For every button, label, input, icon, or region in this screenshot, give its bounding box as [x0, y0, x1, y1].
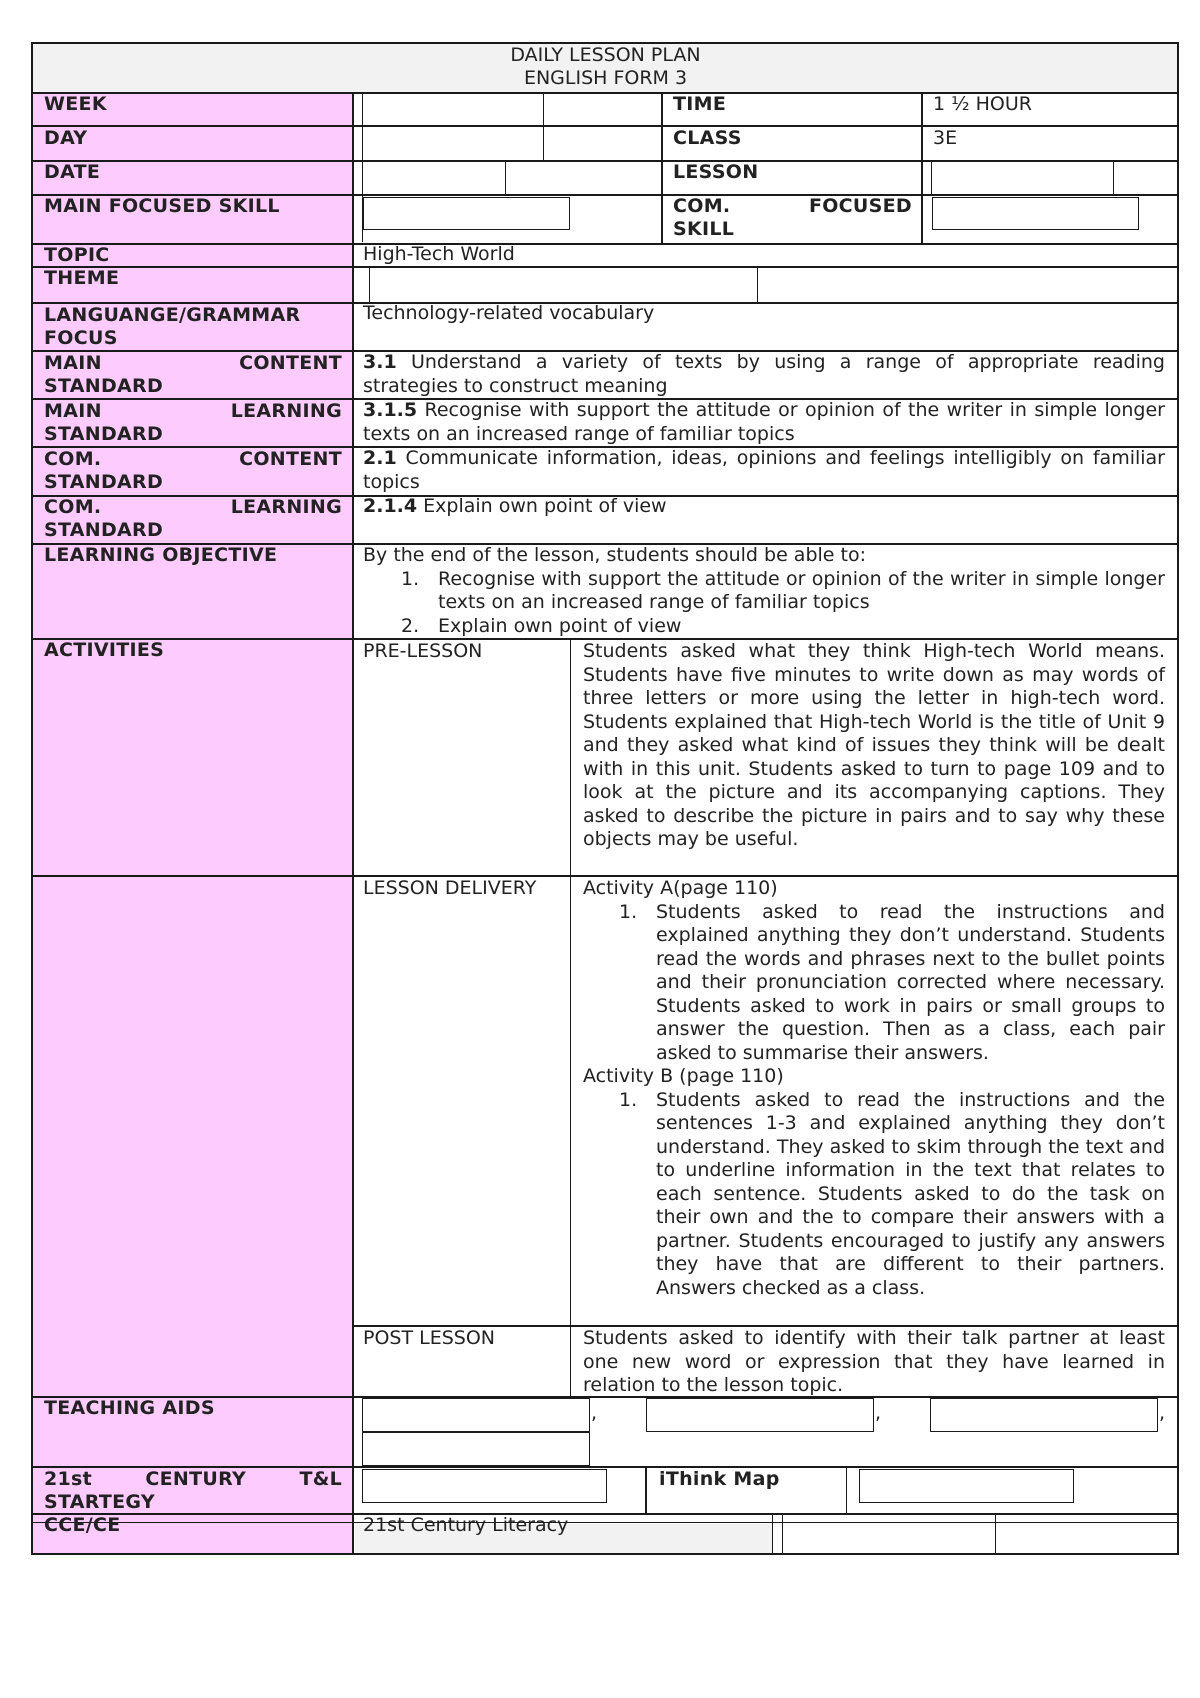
label-language-line-2: FOCUS	[44, 327, 118, 349]
mls-code: 3.1.5	[363, 399, 418, 421]
objective-item-2	[363, 615, 1165, 639]
label-teaching-aids: TEACHING AIDS	[44, 1397, 215, 1419]
label-main-learning-standard	[44, 400, 342, 446]
com-content-standard-value	[363, 447, 1165, 494]
ccs-word-2: CONTENT	[239, 448, 342, 470]
activity-a-num: 1.	[619, 900, 638, 923]
activity-b-item	[583, 1089, 1165, 1301]
lesson-delivery-content	[583, 877, 1165, 1300]
strategy-box[interactable]	[362, 1469, 607, 1503]
cls-word-1: COM.	[44, 496, 102, 518]
cls-text: Explain own point of view	[417, 495, 667, 517]
com-skill-word-2: FOCUSED	[808, 195, 912, 217]
pre-lesson-text: Students asked what they think High-tech World means. Students have five minutes to write down as may words of three letters or more using the letter in high-tech word. Students explained that High-tech World is the title of Unit 9 and they asked what kind of issues they think will be dealt with in this unit. Students asked to turn to page 109 and to look at the picture and its accompanying captions. They asked to describe the picture in pairs and to say why these objects may be useful.	[583, 640, 1165, 850]
label-cce: CCE/CE	[44, 1514, 121, 1536]
post-lesson-text: Students asked to identify with their talk partner at least one new word or expression that they have learned in relation to the lesson topic.	[583, 1327, 1165, 1396]
mls-text: Recognise with support the attitude or opinion of the writer in simple longer texts on an increased range of familiar topics	[363, 399, 1165, 445]
topic-value: High-Tech World	[363, 243, 515, 265]
language-focus-value: Technology-related vocabulary	[363, 302, 655, 324]
main-skill-box[interactable]	[363, 197, 570, 230]
com-skill-box[interactable]	[932, 197, 1139, 230]
activity-a-text: Students asked to read the instructions and explained anything they don’t understand. Students read the words and phrases next to the bullet points and their pronunciation corrected where necessary. Students asked to work in pairs or small groups to answer the question. Then as a class, each pair asked to summarise their answers.	[656, 900, 1165, 1064]
century-word-3: T&L	[299, 1468, 342, 1490]
century-word-4: STARTEGY	[44, 1491, 155, 1513]
main-learning-standard-value	[363, 399, 1165, 446]
time-value: 1 ½ HOUR	[933, 93, 1032, 115]
class-value: 3E	[933, 127, 958, 149]
label-lesson: LESSON	[673, 161, 759, 183]
com-learning-standard-value	[363, 495, 1165, 519]
activity-a-item	[583, 901, 1165, 1066]
learning-objective-value	[363, 544, 1165, 638]
ccs-text: Communicate information, ideas, opinions and feelings intelligibly on familiar topics	[363, 447, 1165, 493]
objective-num-1: 1.	[401, 567, 420, 590]
mcs-code: 3.1	[363, 351, 397, 373]
mcs-word-3: STANDARD	[44, 375, 164, 397]
teaching-aid-box-1[interactable]	[362, 1398, 590, 1432]
aid-comma-3: ,	[1159, 1402, 1166, 1424]
lesson-delivery-label: LESSON DELIVERY	[363, 877, 537, 899]
teaching-aid-box-4[interactable]	[362, 1432, 590, 1466]
mcs-word-2: CONTENT	[239, 352, 342, 374]
objective-intro: By the end of the lesson, students should be able to:	[363, 544, 866, 566]
label-class: CLASS	[673, 127, 742, 149]
teaching-aid-box-3[interactable]	[930, 1398, 1158, 1432]
aid-comma-1: ,	[591, 1402, 598, 1424]
ccs-word-1: COM.	[44, 448, 102, 470]
activity-a-title: Activity A(page 110)	[583, 877, 778, 899]
label-com-learning-standard	[44, 496, 342, 542]
activity-b-text: Students asked to read the instructions and the sentences 1-3 and explained anything they don’t understand. They asked to skim through the text and to underline information in the text that relates to each sentence. Students asked to do the task on their own and the to compare their answers with a partner. Students encouraged to justify any answers they have that are different to their partners. Answers checked as a class.	[656, 1088, 1165, 1299]
century-word-2: CENTURY	[145, 1468, 247, 1490]
label-com-content-standard	[44, 448, 342, 494]
activity-b-num: 1.	[619, 1088, 638, 1111]
objective-text-2: Explain own point of view	[438, 614, 682, 637]
label-week: WEEK	[44, 93, 107, 115]
century-word-1: 21st	[44, 1468, 93, 1490]
label-topic: TOPIC	[44, 244, 110, 266]
cls-word-3: STANDARD	[44, 519, 164, 541]
label-21st-century	[44, 1468, 342, 1514]
title-line-1: DAILY LESSON PLAN	[510, 44, 701, 66]
cce-value: 21st Century Literacy	[363, 1514, 569, 1536]
ccs-word-3: STANDARD	[44, 471, 164, 493]
objective-item-1	[363, 568, 1165, 615]
pre-lesson-label: PRE-LESSON	[363, 640, 483, 662]
mls-word-3: STANDARD	[44, 423, 164, 445]
label-theme: THEME	[44, 267, 120, 289]
ccs-code: 2.1	[363, 447, 397, 469]
label-main-content-standard	[44, 352, 342, 398]
objective-num-2: 2.	[401, 614, 420, 637]
label-learning-objective: LEARNING OBJECTIVE	[44, 544, 278, 566]
ithink-map-box[interactable]	[859, 1469, 1074, 1503]
com-skill-word-1: COM.	[673, 195, 731, 217]
activity-b-title: Activity B (page 110)	[583, 1065, 784, 1087]
label-time: TIME	[673, 93, 727, 115]
label-language-line-1: LANGUANGE/GRAMMAR	[44, 304, 301, 326]
mcs-text: Understand a variety of texts by using a range of appropriate reading strategies to construct meaning	[363, 351, 1165, 397]
mls-word-2: LEARNING	[230, 400, 342, 422]
main-content-standard-value	[363, 351, 1165, 398]
cls-code: 2.1.4	[363, 495, 418, 517]
label-day: DAY	[44, 127, 88, 149]
mls-word-1: MAIN	[44, 400, 102, 422]
page-title	[33, 44, 1178, 90]
aid-comma-2: ,	[875, 1402, 882, 1424]
label-main-skill: MAIN FOCUSED SKILL	[44, 195, 280, 217]
cls-word-2: LEARNING	[230, 496, 342, 518]
label-language-focus	[44, 304, 300, 350]
com-skill-word-3: SKILL	[673, 218, 735, 240]
label-activities: ACTIVITIES	[44, 639, 165, 661]
mcs-word-1: MAIN	[44, 352, 102, 374]
label-date: DATE	[44, 161, 101, 183]
ithink-map-label: iThink Map	[659, 1468, 780, 1490]
teaching-aid-box-2[interactable]	[646, 1398, 874, 1432]
title-line-2: ENGLISH FORM 3	[523, 67, 688, 89]
objective-text-1: Recognise with support the attitude or opinion of the writer in simple longer texts on an increased range of familiar topics	[438, 567, 1165, 613]
label-com-focused-skill	[673, 195, 912, 241]
post-lesson-label: POST LESSON	[363, 1327, 495, 1349]
